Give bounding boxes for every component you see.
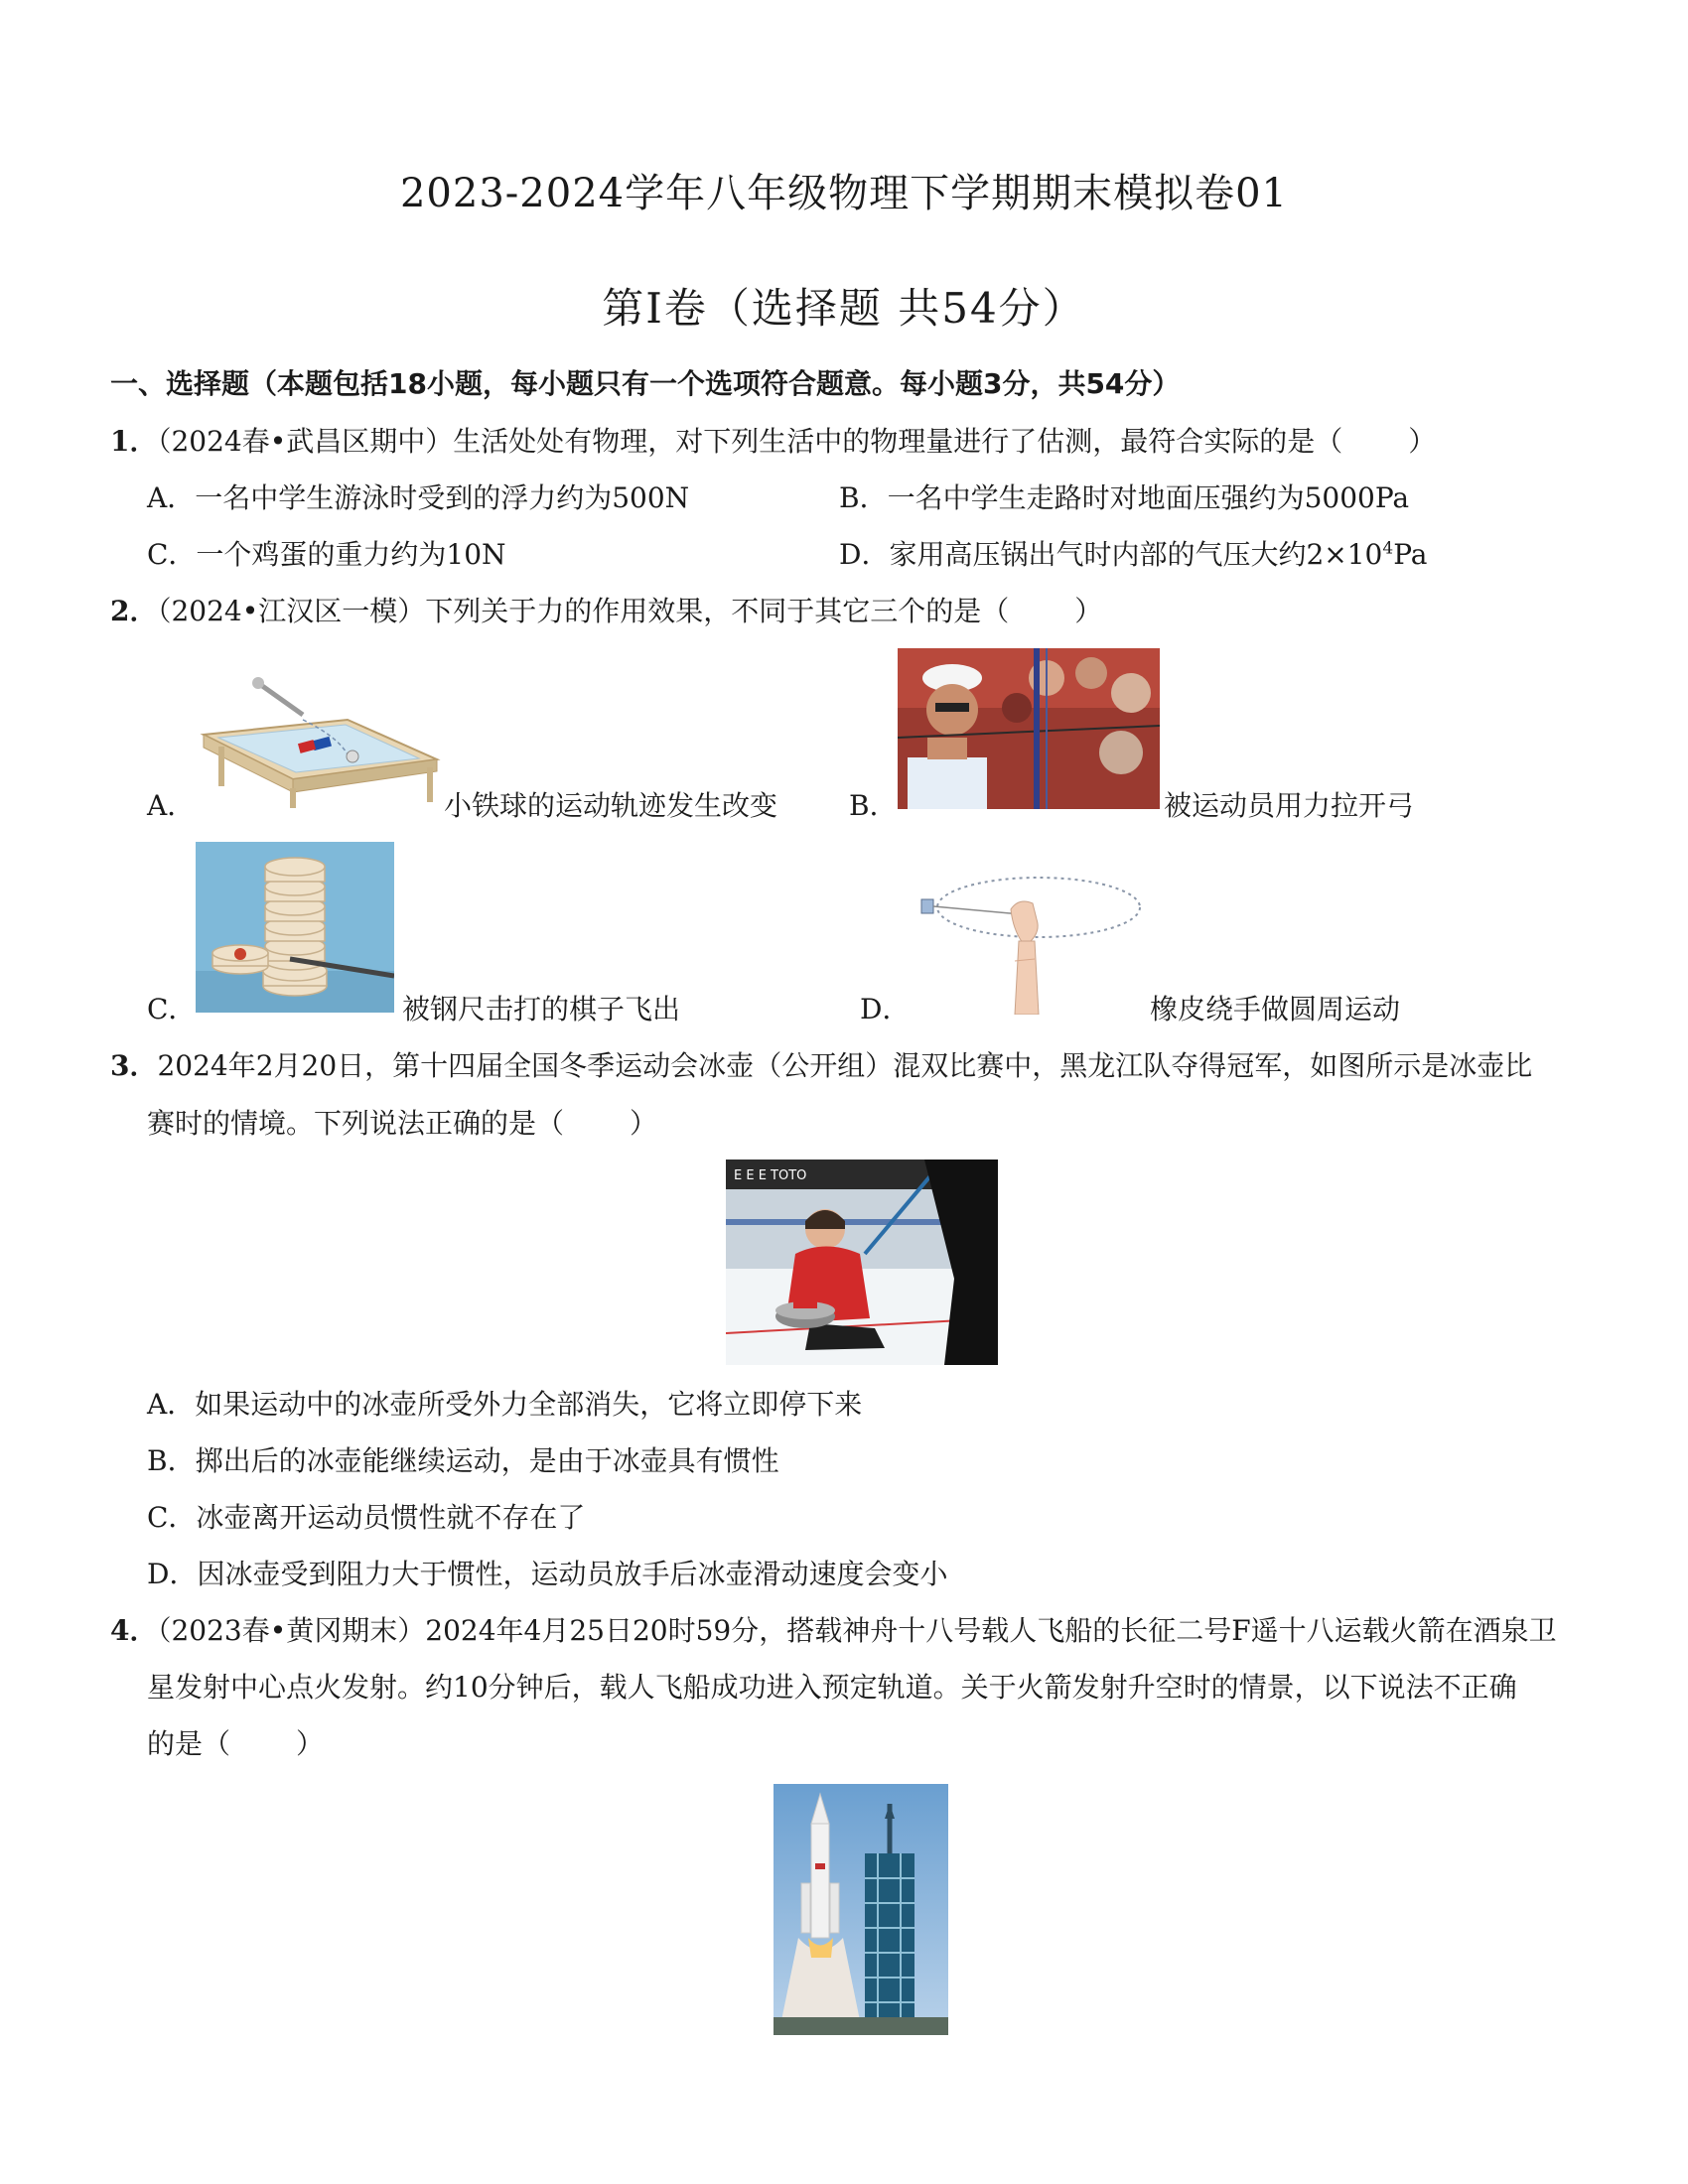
option-a: A．一名中学生游泳时受到的浮力约为500N — [147, 481, 690, 514]
arena-banner-text: E E E TOTO — [734, 1168, 807, 1183]
question-stem-line2: 赛时的情境。下列说法正确的是（ — [147, 1107, 565, 1140]
question-stem: （2024春•武昌区期中）生活处处有物理，对下列生活中的物理量进行了估测，最符合实际的是（ — [157, 425, 1343, 458]
option-b: B．一名中学生走路时对地面压强约为5000Pa — [839, 481, 1410, 514]
exponent: 4 — [1382, 538, 1394, 559]
document-title: 2023-2024学年八年级物理下学期期末模拟卷01 — [399, 171, 1288, 216]
answer-paren-close: ） — [630, 1107, 658, 1140]
option-d-caption: 橡皮绕手做圆周运动 — [1150, 993, 1401, 1025]
question-4-line3 — [147, 1722, 324, 1762]
option-c: C．一个鸡蛋的重力约为10N — [147, 538, 506, 571]
option-b-caption: 被运动员用力拉开弓 — [1164, 789, 1415, 822]
question-3 — [110, 1044, 1532, 1084]
question-number: 4． — [110, 1614, 158, 1647]
volume-heading: 第I卷（选择题 共54分） — [602, 284, 1086, 333]
answer-paren-close: ） — [296, 1727, 325, 1760]
curling-photo — [726, 1160, 998, 1365]
rocket-launch-photo — [774, 1784, 948, 2035]
option-a-label: A． — [147, 789, 196, 822]
question-stem-line3: 的是（ — [147, 1727, 231, 1760]
option-d-unit: Pa — [1393, 538, 1428, 571]
archer-photo — [898, 648, 1160, 809]
question-1 — [110, 420, 1436, 460]
question-stem: （2024•江汉区一模）下列关于力的作用效果，不同于其它三个的是（ — [157, 595, 1010, 627]
option-c-label: C． — [147, 993, 197, 1025]
question-2 — [110, 590, 1102, 629]
option-c-caption: 被钢尺击打的棋子飞出 — [402, 993, 681, 1025]
question-4 — [110, 1609, 1557, 1649]
option-a-caption: 小铁球的运动轨迹发生改变 — [444, 789, 778, 822]
chess-pieces-photo — [196, 842, 394, 1013]
answer-paren-close: ） — [1408, 425, 1437, 458]
answer-paren-close: ） — [1074, 595, 1103, 627]
magnet-ball-tray-image — [199, 675, 442, 809]
question-3-line2 — [147, 1102, 657, 1142]
question-number: 3． — [110, 1049, 158, 1082]
option-b-label: B． — [849, 789, 898, 822]
option-d-text: D．家用高压锅出气时内部的气压大约2×10 — [839, 538, 1383, 571]
q3-option-b: B．掷出后的冰壶能继续运动，是由于冰壶具有惯性 — [147, 1444, 779, 1477]
question-stem-line1: 2024年2月20日，第十四届全国冬季运动会冰壶（公开组）混双比赛中，黑龙江队夺得冠军，如图所示是冰壶比 — [157, 1049, 1533, 1082]
question-number: 2． — [110, 595, 158, 627]
q3-option-c: C．冰壶离开运动员惯性就不存在了 — [147, 1501, 586, 1534]
option-d-label: D． — [860, 993, 911, 1025]
q3-option-a: A．如果运动中的冰壶所受外力全部消失，它将立即停下来 — [147, 1388, 863, 1421]
option-d — [839, 533, 1427, 573]
section-heading: 一、选择题（本题包括18小题，每小题只有一个选项符合题意。每小题3分，共54分） — [110, 367, 1181, 400]
q3-option-d: D．因冰壶受到阻力大于惯性，运动员放手后冰壶滑动速度会变小 — [147, 1558, 948, 1590]
eraser-circular-motion-diagram — [912, 870, 1146, 1015]
question-4-line2: 星发射中心点火发射。约10分钟后，载人飞船成功进入预定轨道。关于火箭发射升空时的情景，以下说法不正确 — [147, 1671, 1517, 1704]
question-stem-line1: （2023春•黄冈期末）2024年4月25日20时59分，搭载神舟十八号载人飞船的长征二号F遥十八运载火箭在酒泉卫 — [157, 1614, 1557, 1647]
question-number: 1． — [110, 425, 158, 458]
